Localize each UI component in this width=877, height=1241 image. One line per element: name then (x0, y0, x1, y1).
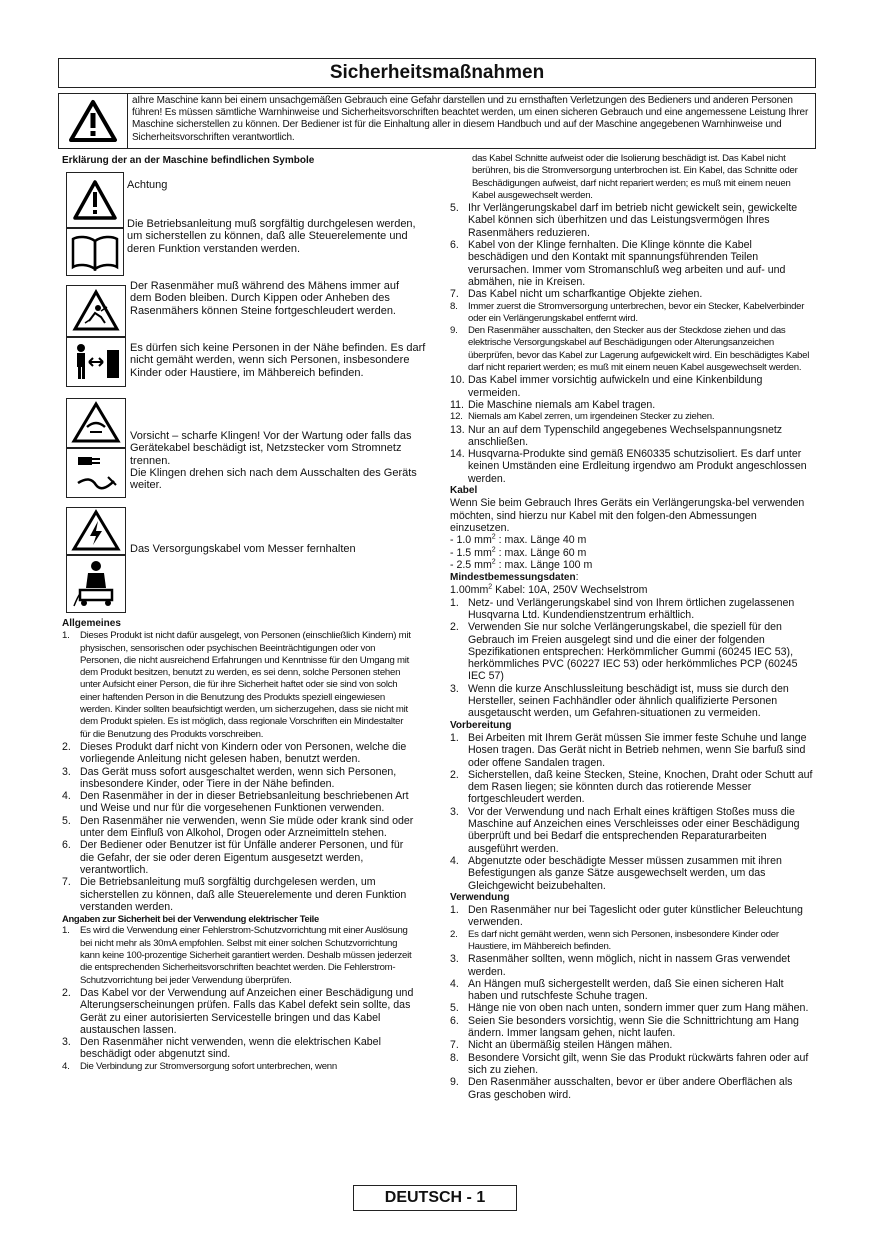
cable-size-pre: - 2.5 mm (450, 558, 492, 571)
list-item (450, 374, 814, 399)
cable-size-row (450, 547, 814, 559)
list-item-text: Besondere Vorsicht gilt, wenn Sie das Produkt rückwärts fahren oder auf sich zu ziehen. (468, 1051, 809, 1076)
list-item-text: Die Maschine niemals am Kabel tragen. (468, 398, 656, 411)
list-item-number: 4. (62, 1060, 70, 1072)
list-item (450, 399, 814, 411)
list-item (450, 301, 814, 326)
list-item-number: 5. (62, 814, 71, 827)
list-item (62, 839, 414, 876)
cable-size-sup: 2 (491, 533, 496, 541)
warning-triangle-icon (72, 179, 118, 221)
list-item-text: Nur an auf dem Typenschild angegebenes Wechselspannungsnetz anschließen. (468, 423, 783, 448)
list-item-text: Abgenutzte oder beschädigte Messer müssen zusammen mit ihren Befestigungen als ganze Sätze ausgewechselt werden, um das Gleichgewicht beizubehalten. (468, 854, 782, 892)
open-book-icon (70, 233, 120, 271)
cable-heading: Kabel (450, 485, 478, 497)
list-item-number: 11. (450, 398, 464, 411)
symbol-blades-text-2: Die Klingen drehen sich nach dem Ausschalten des Geräts weiter. (130, 467, 417, 492)
list-item-text: Das Kabel nicht um scharfkantige Objekte ziehen. (468, 288, 703, 301)
list-item (450, 978, 814, 1003)
symbol-blades-text-1: Vorsicht – scharfe Klingen! Vor der Wartung oder falls das Gerätekabel beschädigt ist, Netzstecker vom Stromnetz trennen. (130, 430, 412, 467)
list-item-text: Die Verbindung zur Stromversorgung sofort unterbrechen, wenn (80, 1060, 337, 1072)
list-item (62, 876, 414, 913)
intro-text: aIhre Maschine kann bei einem unsachgemäßen Gebrauch eine Gefahr darstellen und zu ernsthaften Verletzungen des Bedieners und anderen Personen führen! Es müssen sämtliche Warnhinweise und Sicherheitsvorschriften beachtet werden, um einen sicheren Gebrauch und eine angemessene Leistung Ihrer Maschine sicherstellen zu können. Der Bediener ist für die Einhaltung aller in diesem Handbuch und auf der Maschine angegebenen Warnhinweise und Sicherheitsvorschriften verantwortlich. (128, 93, 816, 149)
sharp-blades-symbol (66, 398, 126, 448)
list-item-number: 3. (62, 1036, 71, 1049)
list-item-text: Den Rasenmäher ausschalten, bevor er über andere Oberflächen als Gras geschoben wird. (468, 1076, 793, 1101)
list-item-number: 2. (450, 621, 459, 634)
list-item-number: 12. (450, 411, 463, 423)
preparation-heading: Vorbereitung (450, 719, 512, 731)
attention-symbol (66, 172, 124, 228)
list-item (62, 815, 414, 840)
sharp-blade-icon (70, 401, 122, 445)
list-item-text: Das Gerät muss sofort ausgeschaltet werden, wenn sich Personen, insbesondere Kinder, oder Tiere in der Nähe befinden. (80, 765, 397, 790)
list-item-text: Dieses Produkt darf nicht von Kindern oder von Personen, welche die vorliegende Anleitung nicht gelesen haben, benutzt werden. (80, 740, 407, 766)
list-item-number: 1. (450, 596, 459, 609)
cable-text: Wenn Sie beim Gebrauch Ihres Geräts ein Verlängerungska-bel verwenden möchten, sind hierzu nur Kabel mit den folgen-den Abmessungen einzusetzen. (450, 497, 805, 534)
list-item-number: 6. (62, 839, 71, 852)
list-item (450, 288, 814, 300)
min-rating-spec (450, 584, 814, 596)
list-item-number: 10. (450, 374, 465, 387)
list-item-number: 1. (450, 731, 459, 744)
list-item-text: Die Betriebsanleitung muß sorgfältig durchgelesen werden, um sicherstellen zu können, daß alle Steuerelemente und deren Funktion verstanden werden. (80, 876, 407, 913)
list-item-number: 6. (450, 239, 459, 252)
min-rating-heading: Mindestbemessungsdaten (450, 572, 576, 584)
list-item (62, 790, 414, 815)
symbol-attention-text: Achtung (127, 179, 168, 191)
manual-symbol (66, 228, 124, 276)
preparation-list (450, 732, 814, 892)
list-item-text: Den Rasenmäher in der in dieser Betriebsanleitung beschriebenen Art und Weise und nur für die vorgesehenen Funktionen verwenden. (80, 790, 409, 815)
list-item (450, 1076, 814, 1101)
list-item (62, 987, 414, 1036)
list-item-number: 13. (450, 423, 465, 436)
footer-page-label: DEUTSCH - 1 (353, 1185, 517, 1211)
list-item-number: 2. (450, 768, 459, 781)
spec-pre: 1.00mm (450, 584, 489, 597)
list-item-number: 1. (450, 904, 459, 917)
list-item-text: Vor der Verwendung und nach Erhalt eines kräftigen Stoßes muss die Maschine auf Anzeichen eines Verschleisses oder einer Beschädigung überprüft und bei Bedarf die entsprechenden Reparaturarbeiten ausgeführt werden. (468, 805, 800, 855)
symbol-persons-text: Es dürfen sich keine Personen in der Nähe befinden. Es darf nicht gemäht werden, wenn sich Personen, insbesondere Kinder oder Haustiere, im Mähbereich befinden. (130, 342, 426, 379)
list-item-text: Dieses Produkt ist nicht dafür ausgelegt, von Personen (einschließlich Kindern) mit physischen, sensorischen oder psychischen Beeinträchtigungen oder von Personen, die nicht ausreichend Erfahrungen und Kenntnisse für den Umgang mit dem Produkt besitzen, benutzt zu werden, es sei denn, solche Personen stehen unter Aufsicht einer Person, die für ihre Sicherheit haftet oder sie sind von solch einer haftenden Person in die Benutzung des Produkts speziell eingewiesen werden. Kinder sollten beaufsichtigt werden, um sicherzugehen, dass sie nicht mit dem Produkt spielen. Es ist möglich, dass regionale Vorschriften ein Mindestalter für die Benutzung des Produkts vorschreiben. (80, 630, 411, 740)
list-item-text: Der Bediener oder Benutzer ist für Unfälle anderer Personen, und für die Gefahr, der sie oder deren Eigentum ausgesetzt werden, verantwortlich. (80, 839, 404, 876)
list-item-number: 7. (450, 288, 459, 301)
list-item-text: Hänge nie von oben nach unten, sondern immer quer zum Hang mähen. (468, 1002, 809, 1015)
list-item (450, 424, 814, 449)
list-item (450, 448, 814, 485)
list-item-text: Es wird die Verwendung einer Fehlerstrom-Schutzvorrichtung mit einer Auslösung bei nicht mehr als 30mA empfohlen. Selbst mit einer solchen Schutzvorrichtung kann keine 100-prozentige Sicherheit garantiert werden. Deshalb müssen jederzeit die entsprechenden Sicherheitsvorschriften beachtet werden. Die Fehlerstrom-Schutzvorrichtung bei jeder Verwendung überprüfen. (80, 925, 412, 986)
page-title: Sicherheitsmaßnahmen (329, 62, 545, 83)
list-item (450, 202, 814, 239)
list-item-text: Wenn die kurze Anschlussleitung beschädigt ist, muss sie durch den Hersteller, seinen Fachhändler oder ähnlich qualifizierte Personen ausgetauscht werden, um Gefahren-situationen zu vermeiden. (468, 682, 789, 720)
list-item-number: 1. (62, 630, 70, 642)
thrown-objects-icon (71, 289, 121, 333)
list-item (450, 929, 814, 954)
general-heading: Allgemeines (62, 618, 121, 629)
cable-size-sup: 2 (491, 545, 496, 553)
list-item-number: 3. (62, 765, 71, 778)
list-item (450, 411, 814, 423)
keep-distance-icon (69, 340, 123, 384)
list-item-text: Ihr Verlängerungskabel darf im betrieb nicht gewickelt sein, gewickelte Kabel können sich überhitzen und das Leistungsvermögen Ihres Rasenmähers reduzieren. (468, 202, 798, 239)
list-item (450, 621, 814, 682)
list-item (62, 1036, 414, 1061)
list-item-number: 4. (450, 977, 459, 990)
list-item-text: Das Kabel immer vorsichtig aufwickeln und eine Kinkenbildung vermeiden. (468, 374, 763, 399)
list-item-number: 1. (62, 925, 70, 937)
list-item (450, 855, 814, 892)
unplug-icon (70, 451, 122, 495)
keep-distance-symbol (66, 337, 126, 387)
list-item-number: 5. (450, 202, 459, 215)
cable-sizes (450, 534, 814, 571)
cable-size-row (450, 534, 814, 546)
warning-triangle-icon (68, 99, 118, 143)
list-item (450, 683, 814, 720)
list-item-text: Es darf nicht gemäht werden, wenn sich Personen, insbesondere Kinder oder Haustiere, im Mähbereich befinden. (468, 928, 779, 952)
list-item-number: 2. (450, 928, 458, 940)
list-item-text: Niemals am Kabel zerren, um irgendeinen Stecker zu ziehen. (468, 411, 715, 423)
cable-size-post: : max. Länge 40 m (495, 534, 587, 547)
list-item-number: 8. (450, 1051, 459, 1064)
list-item (450, 806, 814, 855)
list-item-text: Den Rasenmäher nie verwenden, wenn Sie müde oder krank sind oder unter dem Einfluß von Alkohol, Drogen oder Arzneimitteln stehen. (80, 814, 414, 840)
list-item-number: 6. (450, 1014, 459, 1027)
list-item (450, 1039, 814, 1051)
list-item-number: 9. (450, 325, 458, 337)
list-item-text: An Hängen muß sichergestellt werden, daß Sie einen sicheren Halt haben und rutschfeste Schuhe tragen. (468, 977, 784, 1003)
unplug-symbol (66, 448, 126, 498)
spec-sup: 2 (488, 583, 493, 591)
cable-size-post: : max. Länge 100 m (495, 558, 593, 571)
list-item-number: 5. (450, 1002, 459, 1015)
symbols-heading: Erklärung der an der Maschine befindlichen Symbole (62, 155, 315, 166)
list-item-number: 4. (450, 854, 459, 867)
cable-size-row (450, 559, 814, 571)
list-item-number: 9. (450, 1076, 459, 1089)
electrical-continuation: das Kabel Schnitte aufweist oder die Isolierung beschädigt ist. Das Kabel nicht berühren, bis die Stromversorgung unterbrochen ist. Ein Kabel, das Schnitte oder Beschädigungen aufweist, darf nicht repariert werden; es muß mit einem neuen Kabel ausgewechselt werden. (472, 153, 798, 201)
cable-size-post: : max. Länge 60 m (495, 546, 587, 559)
list-item-text: Seien Sie besonders vorsichtig, wenn Sie die Schnittrichtung am Hang ändern. Immer langsam gehen, nicht laufen. (468, 1014, 799, 1040)
list-item-text: Verwenden Sie nur solche Verlängerungskabel, die speziell für den Gebrauch im Freien ausgelegt sind und die einer der folgenden Spezifikationen entsprechen: Herkömmlicher Gummi (60245 IEC 53), herkömmliches PVC (60227 IEC 53) oder herkömmliches PCP (60245 IEC 57) (468, 621, 798, 683)
cable-size-pre: - 1.5 mm (450, 546, 492, 559)
list-item (450, 597, 814, 622)
list-item-text: Husqvarna-Produkte sind gemäß EN60335 schutzisoliert. Es darf unter keinen Umständen eine Erdleitung irgendwo am Produkt angeschlossen werden. (468, 448, 807, 485)
spec-post: Kabel: 10A, 250V Wechselstrom (492, 584, 648, 597)
list-item-text: Bei Arbeiten mit Ihrem Gerät müssen Sie immer feste Schuhe und lange Hosen tragen. Das Gerät nicht in Betrieb nehmen, wenn Sie barfuß sind oder offene Sandalen tragen. (468, 731, 807, 769)
list-item (450, 732, 814, 769)
list-item (62, 925, 414, 986)
general-list (62, 630, 414, 913)
min-rating-list (450, 597, 814, 720)
electrical-list-continued (450, 202, 814, 485)
list-item-text: Immer zuerst die Stromversorgung unterbrechen, bevor ein Stecker, Kabelverbinder oder ein Verlängerungskabel entfernt wird. (468, 300, 805, 324)
list-item-number: 4. (62, 790, 71, 803)
cable-size-pre: - 1.0 mm (450, 534, 492, 547)
list-item-text: Sicherstellen, daß keine Stecken, Steine, Knochen, Draht oder Schutt auf dem Rasen liegen; sie könnten durch das rotierende Messer fortgeschleudert werden. (468, 768, 813, 806)
list-item (450, 239, 814, 288)
list-item (450, 1052, 814, 1077)
electrical-list (62, 925, 414, 1073)
symbol-manual-text: Die Betriebsanleitung muß sorgfältig durchgelesen werden, um sicherstellen zu können, daß alle Steuerelemente und deren Funktion verstanden werden. (127, 218, 416, 255)
list-item-number: 3. (450, 953, 459, 966)
usage-heading: Verwendung (450, 891, 510, 903)
symbol-cable-text: Das Versorgungskabel vom Messer fernhalten (130, 543, 356, 555)
list-item-text: Kabel von der Klinge fernhalten. Die Klinge könnte die Kabel beschädigen und den Kontakt mit spannungsführenden Teilen verursachen. Immer vom Stromanschluß weg arbeiten und auf- und abmähen, nie in Kreisen. (468, 239, 786, 288)
list-item-number: 2. (62, 986, 71, 999)
list-item-text: Den Rasenmäher nur bei Tageslicht oder guter künstlicher Beleuchtung verwenden. (468, 904, 803, 929)
list-item-text: Den Rasenmäher ausschalten, den Stecker aus der Steckdose ziehen und das elektrische Versorgungskabel auf Beschädigungen oder Alterungsanzeichen überprüfen, bevor das Kabel zur Lagerung aufgewickelt wird. Ein beschädigtes Kabel darf nicht repariert werden; es muß mit einem neuen Kabel ausgewechselt werden. (468, 325, 810, 374)
list-item (450, 953, 814, 978)
electrical-heading: Angaben zur Sicherheit bei der Verwendung elektrischer Teile (62, 913, 319, 925)
list-item-number: 8. (450, 300, 458, 312)
cable-mower-icon (70, 558, 122, 610)
list-item-text: Netz- und Verlängerungskabel sind von Ihrem örtlichen zugelassenen Husqvarna Ltd. Kundendienstzentrum erhältlich. (468, 596, 795, 621)
right-column (450, 153, 814, 1101)
electric-shock-symbol (66, 507, 126, 555)
list-item-number: 7. (62, 876, 71, 889)
list-item (450, 1015, 814, 1040)
list-item-number: 7. (450, 1039, 459, 1052)
cable-mower-symbol (66, 555, 126, 613)
list-item-number: 3. (450, 682, 459, 695)
list-item-text: Nicht an übermäßig steilen Hängen mähen. (468, 1039, 673, 1052)
min-rating-colon: : (575, 571, 579, 584)
cable-size-sup: 2 (491, 558, 496, 566)
list-item (450, 769, 814, 806)
electric-shock-icon (70, 509, 122, 553)
list-item-number: 2. (62, 740, 71, 753)
usage-list (450, 904, 814, 1101)
list-item-number: 14. (450, 448, 465, 461)
list-item-number: 3. (450, 805, 459, 818)
list-item-text: Den Rasenmäher nicht verwenden, wenn die elektrischen Kabel beschädigt oder abgenutzt sind. (80, 1036, 381, 1061)
list-item (450, 325, 814, 374)
list-item (62, 1061, 414, 1073)
symbol-ground-text: Der Rasenmäher muß während des Mähens immer auf dem Boden bleiben. Durch Kippen oder Anheben des Rasenmähers können Steine fortgeschleudert werden. (130, 280, 400, 317)
list-item (450, 904, 814, 929)
warning-triangle-box (58, 93, 128, 149)
list-item (62, 741, 414, 766)
section-general (62, 618, 414, 1073)
thrown-objects-symbol (66, 285, 126, 337)
page-title-box (58, 58, 816, 88)
list-item (62, 766, 414, 791)
min-rating-heading-row (450, 571, 814, 584)
list-item-text: Rasenmäher sollten, wenn möglich, nicht in nassem Gras verwendet werden. (468, 953, 791, 978)
list-item (62, 630, 414, 741)
list-item (450, 1002, 814, 1014)
list-item-text: Das Kabel vor der Verwendung auf Anzeichen einer Beschädigung und Alterungserscheinungen prüfen. Falls das Kabel defekt sein sollte, das Gerät zu einer autorisierten Servicestelle bringen und das Kabel austauschen lassen. (80, 986, 414, 1036)
